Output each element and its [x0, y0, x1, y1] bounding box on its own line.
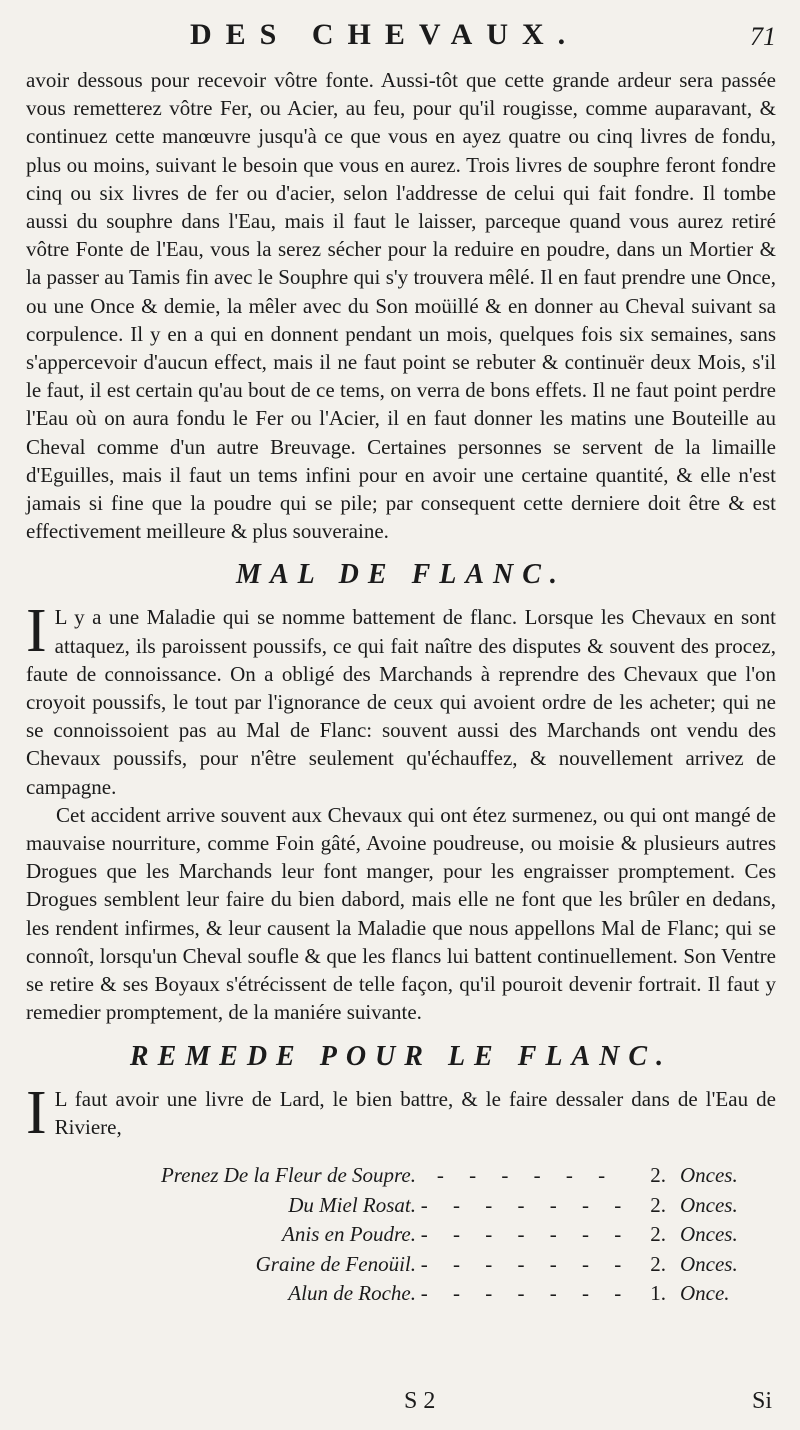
recipe-ingredient: Alun de Roche. [288, 1281, 416, 1306]
paragraph-causes: Cet accident arrive souvent aux Chevaux qui ont étez surmenez, ou qui ont mangé de mauvaise nourriture, comme Foin gâté, Avoine poudreuse, ou moisie & plusieurs autres Drogues que les Marchands leur font manger, pour les engraisser promptement. Ces Drogues semblent leur faire du bien dabord, mais elle ne font que les brûler en dedans, les rendent infirmes, & leur causent la Maladie que nous appellons Mal de Flanc; qui se connoît, lorsqu'un Cheval soufle & que les flancs lui battent continuellement. Son Ventre se retire & ses Boyaux s'étrécissent de telle façon, qu'il pouroit devenir fortrait. Il faut y remedier promptement, de la maniére suivante. [26, 802, 776, 1025]
recipe-unit: Onces. [680, 1163, 738, 1188]
recipe-unit: Once. [680, 1281, 730, 1306]
recipe-ingredient: Anis en Poudre. [282, 1222, 416, 1247]
recipe-leader: - - - - - - - [420, 1222, 632, 1247]
recipe-item [26, 1190, 786, 1220]
recipe-leader: - - - - - - - [420, 1251, 632, 1276]
recipe-unit: Onces. [680, 1251, 738, 1276]
recipe-ingredient: Graine de Fenoüil. [255, 1251, 416, 1276]
recipe-ingredient: Du Miel Rosat. [288, 1192, 416, 1217]
page-header [0, 18, 800, 58]
page-number: 71 [750, 22, 776, 51]
recipe-item [26, 1220, 786, 1250]
running-head: DES CHEVAUX. [190, 18, 580, 51]
recipe-leader: - - - - - - - [420, 1281, 632, 1306]
body-text [26, 66, 776, 1308]
recipe-list [26, 1161, 786, 1309]
recipe-unit: Onces. [680, 1192, 738, 1217]
recipe-ingredient: Prenez De la Fleur de Soupre. [160, 1163, 416, 1188]
recipe-item [26, 1161, 786, 1191]
recipe-quantity: 2. [650, 1222, 666, 1247]
recipe-item [26, 1279, 786, 1309]
recipe-quantity: 1. [650, 1281, 666, 1306]
signature-mark: S 2 [404, 1388, 436, 1414]
catchword: Si [751, 1388, 772, 1414]
recipe-quantity: 2. [650, 1192, 666, 1217]
recipe-quantity: 2. [650, 1251, 666, 1276]
section-title-mal-de-flanc: MAL DE FLANC. [236, 559, 566, 591]
page-footer [0, 1388, 800, 1422]
paragraph-continued: avoir dessous pour recevoir vôtre fonte. Aussi-tôt que cette grande ardeur sera passée vous remetterez vôtre Fer, ou Acier, au feu, pour qu'il rougisse, comme auparavant, & continuez cette manœuvre jusqu'à ce que vous en ayez quatre ou cinq livres de fondu, plus ou moins, suivant le besoin que vous en aurez. Trois livres de souphre feront fondre cinq ou six livres de fer ou d'acier, selon l'addresse de celui qui fait fondre. Il tombe aussi du souphre dans l'Eau, mais il faut le laisser, parceque quand vous aurez retiré vôtre Fonte de l'Eau, vous la serez sécher pour la reduire en poudre, dans un Mortier & la passer au Tamis fin avec le Souphre qui s'y trouvera mêlé. Il en faut prendre une Once, ou une Once & demie, la mêler avec du Son moüillé & en donner au Cheval suivant sa corpulence. Il y en a qui en donnent pendant un mois, quelques fois six semaines, sans s'appercevoir d'aucun effect, mais il ne faut point se rebuter & continuër deux Mois, s'il le faut, il est certain qu'au bout de ce tems, on verra de bons effets. Il ne faut point perdre l'Eau où on aura fondu le Fer ou l'Acier, il en faut donner les matins une Bouteille au Cheval comme d'un autre Breuvage. Certaines personnes se servent de la limaille d'Eguilles, mais il faut un tems infini pour en avoir une certaine quantité, & elle n'est jamais si fine que la poudre qui se pile; par consequent cette derniere doit être & est effectivement meilleure & plus souveraine. [26, 68, 776, 544]
recipe-leader: - - - - - - [436, 1163, 616, 1188]
recipe-unit: Onces. [680, 1222, 738, 1247]
recipe-item [26, 1249, 786, 1279]
section-title-remede: REMEDE POUR LE FLANC. [129, 1040, 673, 1072]
paragraph-remede: IL faut avoir une livre de Lard, le bien battre, & le faire dessaler dans de l'Eau de Riviere, [26, 1078, 776, 1147]
recipe-quantity: 2. [650, 1163, 666, 1188]
paragraph-mal-de-flanc: IL y a une Maladie qui se nomme battement de flanc. Lorsque les Chevaux en sont attaquez, ils paroissent poussifs, ce qui fait naître des disputes & souvent des procez, faute de connoissance. On a obligé des Marchands à reprendre des Chevaux que l'on croyoit poussifs, le tout par l'ignorance de ceux qui avoient ordre de les acheter; qui ne se connoissoient pas au Mal de Flanc: souvent aussi des Marchands ont vendu des Chevaux poussifs, pour n'être seulement qu'échauffez, & nouvellement arrivez de campagne. [26, 597, 776, 799]
recipe-leader: - - - - - - - [420, 1192, 632, 1217]
